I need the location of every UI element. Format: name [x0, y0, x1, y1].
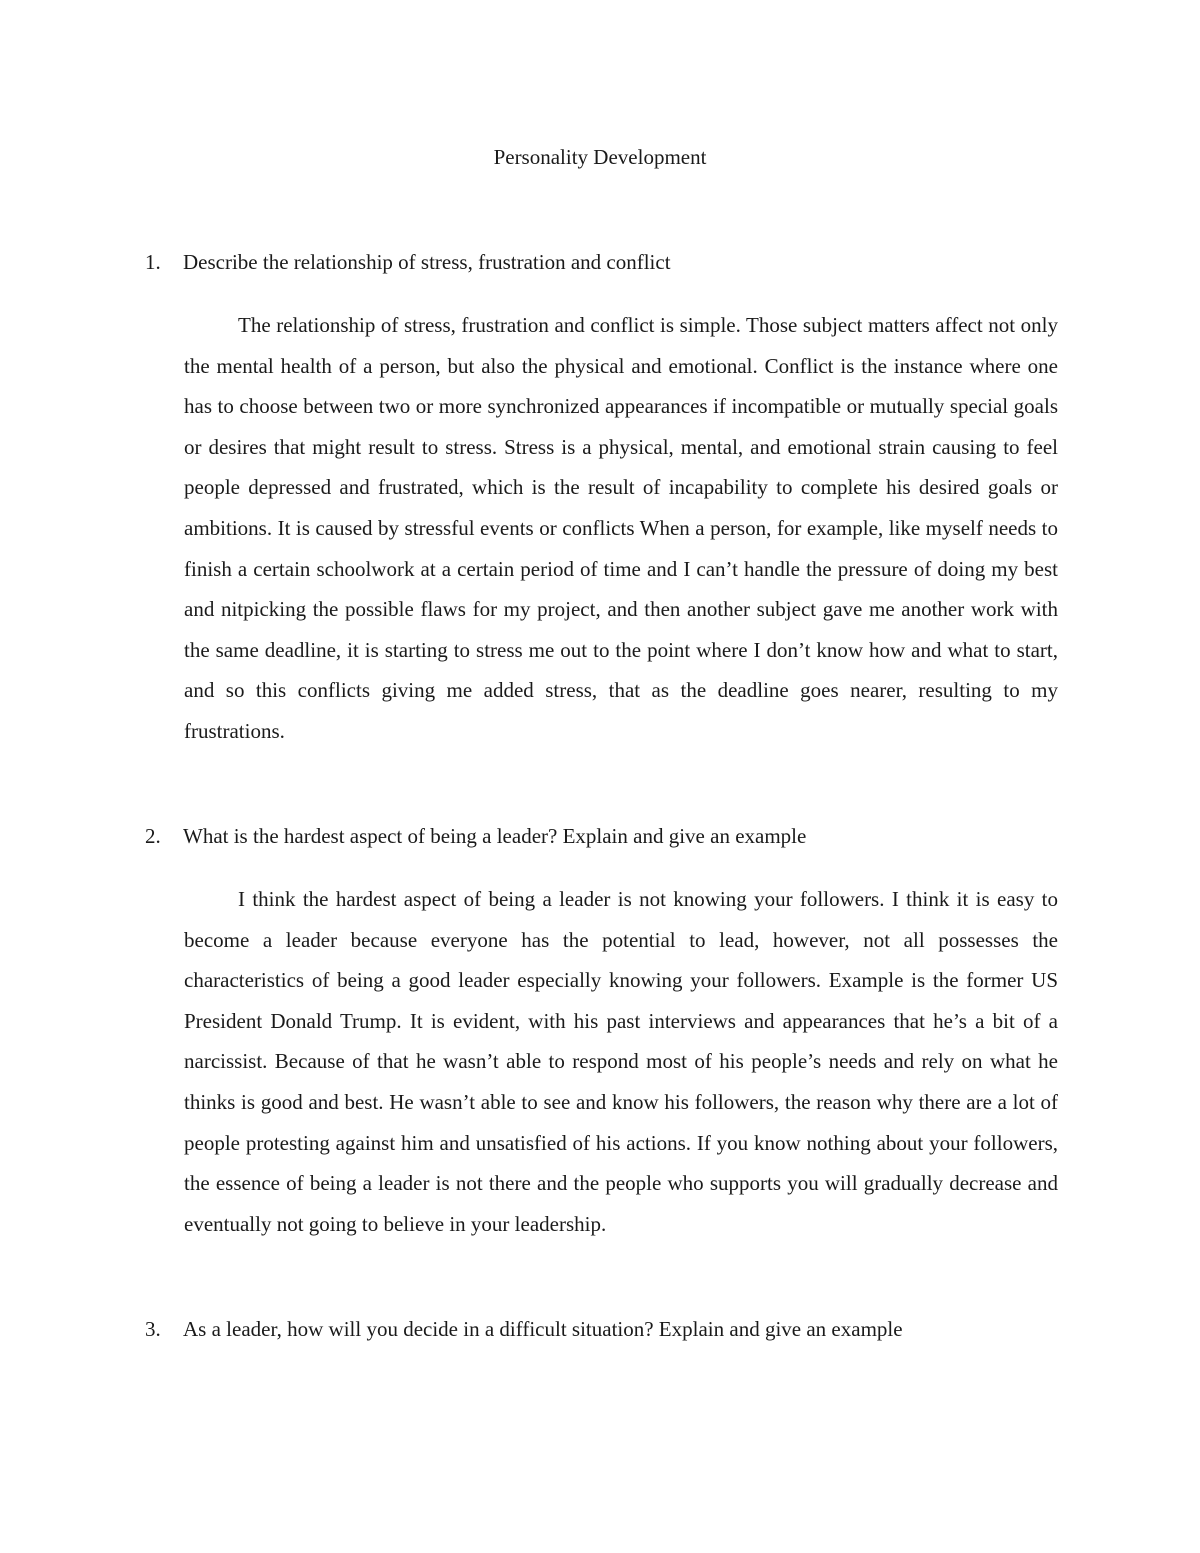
question-number: 1. [145, 250, 161, 274]
answer-paragraph-2: I think the hardest aspect of being a leader is not knowing your followers. I think it is easy to become a leader because everyone has the potential to lead, however, not all possesses the characteristics of being a good leader especially knowing your followers. Example is the former US President Donald Trump. It is evident, with his past interviews and appearances that he’s a bit of a narcissist. Because of that he wasn’t able to respond most of his people’s needs and rely on what he thinks is good and best. He wasn’t able to see and know his followers, the reason why there are a lot of people protesting against him and unsatisfied of his actions. If you know nothing about your followers, the essence of being a leader is not there and the people who supports you will gradually decrease and eventually not going to believe in your leadership. [184, 887, 1058, 1236]
question-text: What is the hardest aspect of being a leader? Explain and give an example [183, 824, 807, 848]
question-text: As a leader, how will you decide in a difficult situation? Explain and give an example [183, 1317, 903, 1341]
document-title: Personality Development [493, 145, 707, 169]
question-number: 3. [145, 1317, 161, 1341]
answer-paragraph-1: The relationship of stress, frustration and conflict is simple. Those subject matters affect not only the mental health of a person, but also the physical and emotional. Conflict is the instance where one has to choose between two or more synchronized appearances if incompatible or mutually special goals or desires that might result to stress. Stress is a physical, mental, and emotional strain causing to feel people depressed and frustrated, which is the result of incapability to complete his desired goals or ambitions. It is caused by stressful events or conflicts When a person, for example, like myself needs to finish a certain schoolwork at a certain period of time and I can’t handle the pressure of doing my best and nitpicking the possible flaws for my project, and then another subject gave me another work with the same deadline, it is starting to stress me out to the point where I don’t know how and what to start, and so this conflicts giving me added stress, that as the deadline goes nearer, resulting to my frustrations. [184, 313, 1058, 743]
question-3 [145, 1315, 1060, 1343]
question-2 [145, 822, 1060, 850]
question-1 [145, 248, 1060, 276]
question-number: 2. [145, 824, 161, 848]
question-text: Describe the relationship of stress, frustration and conflict [183, 250, 671, 274]
